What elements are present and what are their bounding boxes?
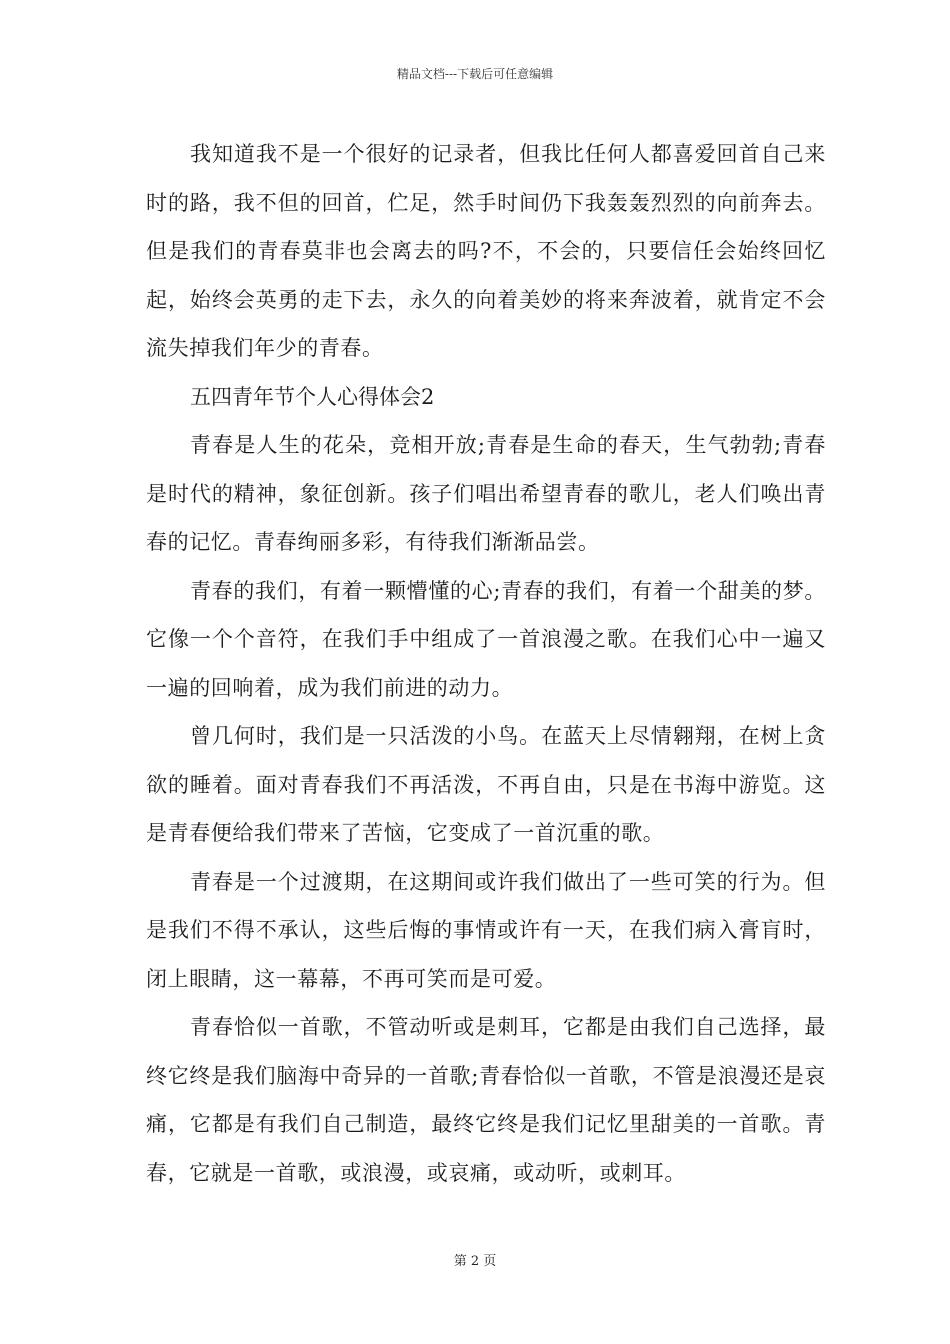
page-number: 第 2 页 [453,1254,497,1269]
page-header: 精品文档---下载后可任意编辑 [396,67,554,81]
paragraph-5: 青春是一个过渡期，在这期间或许我们做出了一些可笑的行为。但是我们不得不承认，这些后悔的事情或许有一天，在我们病入膏肓时，闭上眼睛，这一幕幕，不再可笑而是可爱。 [146,869,826,991]
paragraph-1: 我知道我不是一个很好的记录者，但我比任何人都喜爱回首自己来时的路，我不但的回首，伫足，然手时间仍下我轰轰烈烈的向前奔去。但是我们的青春莫非也会离去的吗?不，不会的，只要信任会始终回忆起，始终会英勇的走下去，永久的向着美妙的将来奔波着，就肯定不会流失掉我们年少的青春。 [146,142,826,360]
paragraph-3: 青春的我们，有着一颗懵懂的心;青春的我们，有着一个甜美的梦。它像一个个音符，在我们手中组成了一首浪漫之歌。在我们心中一遍又一遍的回响着，成为我们前进的动力。 [146,578,826,700]
paragraph-2: 青春是人生的花朵，竞相开放;青春是生命的春天，生气勃勃;青春是时代的精神，象征创新。孩子们唱出希望青春的歌儿，老人们唤出青春的记忆。青春绚丽多彩，有待我们渐渐品尝。 [146,433,826,554]
document-body [146,130,826,1197]
paragraph-6: 青春恰似一首歌，不管动听或是刺耳，它都是由我们自己选择，最终它终是我们脑海中奇异的一首歌;青春恰似一首歌，不管是浪漫还是哀痛，它都是有我们自己制造，最终它终是我们记忆里甜美的一首歌。青春，它就是一首歌，或浪漫，或哀痛，或动听，或刺耳。 [146,1015,826,1185]
section-heading: 五四青年节个人心得体会2 [190,384,435,409]
paragraph-4: 曾几何时，我们是一只活泼的小鸟。在蓝天上尽情翱翔，在树上贪欲的睡着。面对青春我们不再活泼，不再自由，只是在书海中游览。这是青春便给我们带来了苦恼，它变成了一首沉重的歌。 [146,724,826,845]
